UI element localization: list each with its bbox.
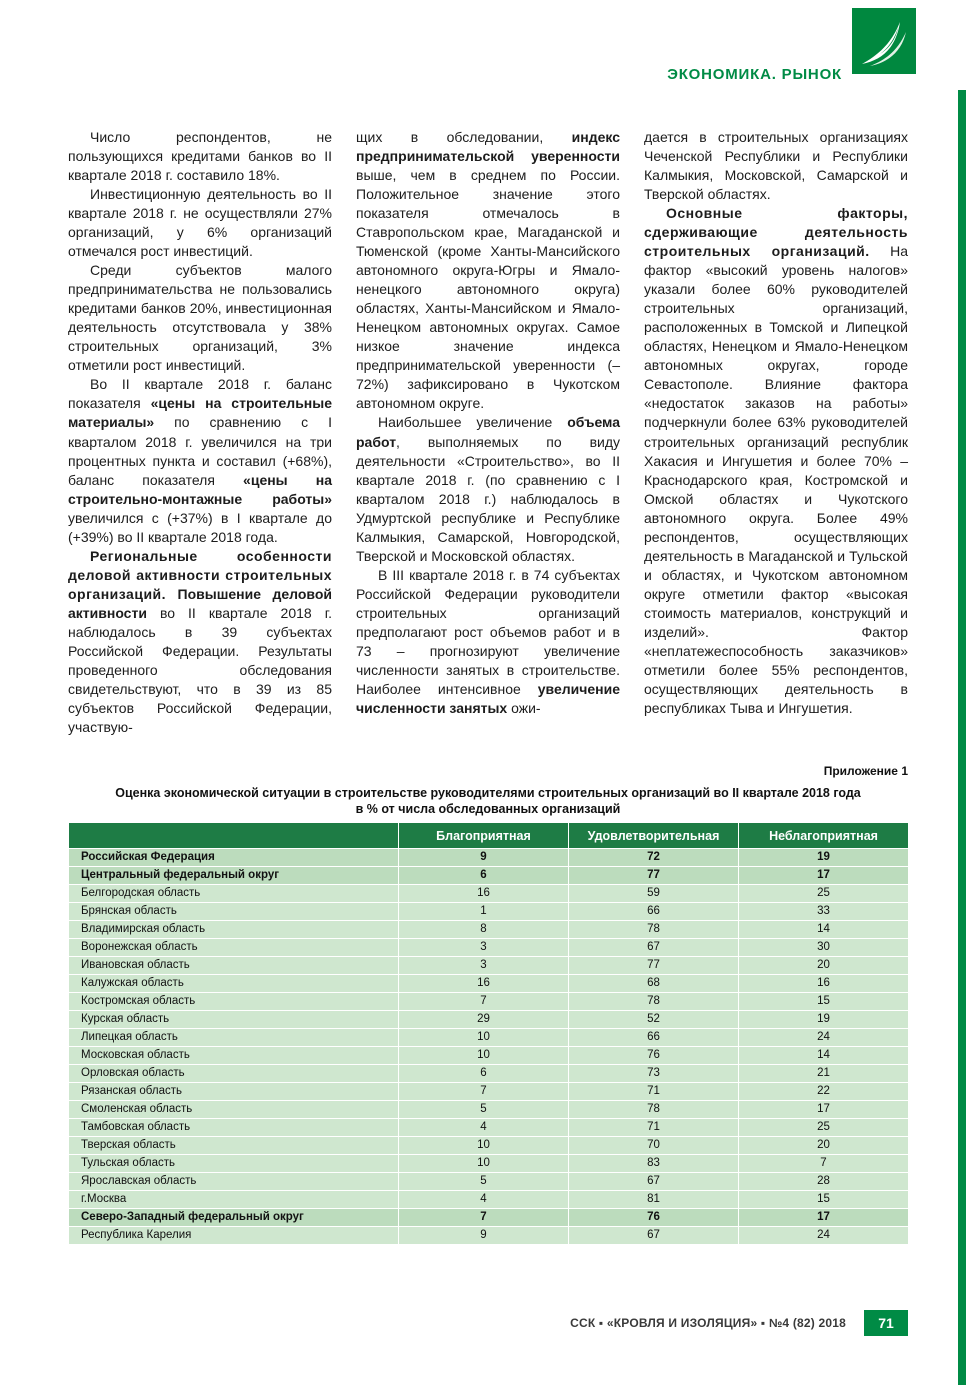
- bold-text-run: Региональные особенности деловой активности строительных организаций.: [68, 547, 332, 602]
- value-cell: 66: [569, 903, 739, 921]
- value-cell: 72: [569, 849, 739, 867]
- table-row: [69, 993, 909, 1011]
- text-run: выше, чем в среднем по России. Положительное значение этого показателя отмечалось в Ставропольском крае, Магаданской и Тюменской (кроме Ханты-Мансийского автономного округа-Югры и Ямало-ненецкого автономного округа) областях, Ханты-Мансийском и Ямало-Ненецком автономных округах. Самое низкое значение индекса предпринимательской уверенности (–72%) зафиксировано в Чукотском автономном округе.: [356, 167, 620, 412]
- table-title-line1: Оценка экономической ситуации в строительстве руководителями строительных организаций во II квартале 2018 года: [115, 786, 861, 800]
- region-name-cell: Владимирская область: [69, 921, 399, 939]
- table-row: [69, 867, 909, 885]
- article-column-1: [68, 128, 332, 737]
- table-row: [69, 975, 909, 993]
- table-row: [69, 849, 909, 867]
- value-cell: 8: [399, 921, 569, 939]
- value-cell: 59: [569, 885, 739, 903]
- paragraph: [68, 375, 332, 546]
- table-column-header: Неблагоприятная: [739, 823, 909, 849]
- region-table-body: [69, 849, 909, 1245]
- value-cell: 67: [569, 1173, 739, 1191]
- value-cell: 4: [399, 1119, 569, 1137]
- value-cell: 66: [569, 1029, 739, 1047]
- table-row: [69, 1137, 909, 1155]
- value-cell: 17: [739, 1101, 909, 1119]
- value-cell: 19: [739, 1011, 909, 1029]
- page-footer: [570, 1310, 908, 1336]
- value-cell: 5: [399, 1173, 569, 1191]
- section-heading: ЭКОНОМИКА. РЫНОК: [667, 66, 842, 83]
- value-cell: 3: [399, 939, 569, 957]
- paragraph: [68, 547, 332, 737]
- region-name-cell: Центральный федеральный округ: [69, 867, 399, 885]
- text-run: Наибольшее увеличение: [378, 414, 568, 431]
- table-row: [69, 921, 909, 939]
- table-row: [69, 1029, 909, 1047]
- value-cell: 52: [569, 1011, 739, 1029]
- value-cell: 6: [399, 867, 569, 885]
- table-row: [69, 1047, 909, 1065]
- value-cell: 71: [569, 1083, 739, 1101]
- table-column-header: Благоприятная: [399, 823, 569, 849]
- value-cell: 9: [399, 849, 569, 867]
- table-header: [69, 823, 909, 849]
- article-columns: [68, 128, 908, 737]
- region-name-cell: Московская область: [69, 1047, 399, 1065]
- value-cell: 15: [739, 993, 909, 1011]
- value-cell: 29: [399, 1011, 569, 1029]
- value-cell: 78: [569, 1101, 739, 1119]
- value-cell: 14: [739, 1047, 909, 1065]
- region-name-cell: Рязанская область: [69, 1083, 399, 1101]
- table-row: [69, 1155, 909, 1173]
- table-row: [69, 939, 909, 957]
- bold-text-run: Повышение деловой активности: [68, 585, 332, 621]
- paragraph: [356, 128, 620, 413]
- region-name-cell: Брянская область: [69, 903, 399, 921]
- value-cell: 28: [739, 1173, 909, 1191]
- table-row: [69, 1011, 909, 1029]
- region-name-cell: Липецкая область: [69, 1029, 399, 1047]
- value-cell: 3: [399, 957, 569, 975]
- region-assessment-table: [68, 822, 909, 1245]
- value-cell: 1: [399, 903, 569, 921]
- region-name-cell: Костромская область: [69, 993, 399, 1011]
- value-cell: 25: [739, 1119, 909, 1137]
- value-cell: 71: [569, 1119, 739, 1137]
- value-cell: 10: [399, 1029, 569, 1047]
- value-cell: 15: [739, 1191, 909, 1209]
- region-name-cell: Российская Федерация: [69, 849, 399, 867]
- value-cell: 67: [569, 939, 739, 957]
- publisher-logo: [852, 8, 916, 74]
- value-cell: 76: [569, 1209, 739, 1227]
- table-row: [69, 1227, 909, 1245]
- value-cell: 68: [569, 975, 739, 993]
- text-run: по сравнению с I кварталом 2018 г. увеличился на три процентных пункта и составил (+68%), баланс показателя: [68, 414, 332, 488]
- value-cell: 17: [739, 1209, 909, 1227]
- table-row: [69, 1209, 909, 1227]
- value-cell: 25: [739, 885, 909, 903]
- appendix-label: Приложение 1: [823, 764, 908, 778]
- text-run: увеличился с (+37%) в I квартале до (+39%) во II квартале 2018 года.: [68, 509, 332, 545]
- value-cell: 73: [569, 1065, 739, 1083]
- footer-imprint: ССК ▪ «КРОВЛЯ И ИЗОЛЯЦИЯ» ▪ №4 (82) 2018: [570, 1316, 846, 1330]
- table-row: [69, 1173, 909, 1191]
- region-name-cell: Республика Карелия: [69, 1227, 399, 1245]
- value-cell: 10: [399, 1047, 569, 1065]
- text-run: щих в обследовании,: [356, 129, 572, 145]
- green-leaf-logo-icon: [852, 8, 916, 74]
- value-cell: 22: [739, 1083, 909, 1101]
- table-row: [69, 885, 909, 903]
- bold-text-run: индекс предпринимательской уверенности: [356, 129, 620, 165]
- paragraph: [356, 566, 620, 718]
- value-cell: 5: [399, 1101, 569, 1119]
- value-cell: 81: [569, 1191, 739, 1209]
- value-cell: 20: [739, 957, 909, 975]
- value-cell: 24: [739, 1029, 909, 1047]
- text-run: дается в строительных организациях Чеченской Республики и Республики Калмыкия, Московской, Самарской и Тверской областях.: [644, 129, 908, 203]
- region-name-cell: Воронежская область: [69, 939, 399, 957]
- table-header-row: [69, 823, 909, 849]
- paragraph: [68, 128, 332, 185]
- paragraph: [356, 413, 620, 565]
- value-cell: 76: [569, 1047, 739, 1065]
- table-row: [69, 1191, 909, 1209]
- text-run: , выполняемых по виду деятельности «Строительство», во II квартале 2018 г. (по сравнению с I кварталом 2018 г.) наблюдалось в Удмуртской республике и Республике Калмыкия, Самарской, Новгородской, Тверской и Московской областях.: [356, 433, 620, 564]
- value-cell: 16: [399, 975, 569, 993]
- paragraph: [644, 128, 908, 204]
- region-name-cell: Тульская область: [69, 1155, 399, 1173]
- region-name-cell: Северо-Западный федеральный округ: [69, 1209, 399, 1227]
- value-cell: 77: [569, 957, 739, 975]
- table-row: [69, 1101, 909, 1119]
- value-cell: 83: [569, 1155, 739, 1173]
- article-column-3: [644, 128, 908, 737]
- table-row: [69, 957, 909, 975]
- value-cell: 33: [739, 903, 909, 921]
- text-run: На фактор «высокий уровень налогов» указали более 60% руководителей строительных организаций, расположенных в Томской и Липецкой областях, Ненецком и Ямало-Ненецком автономных округах, городе Севастополе. Влияние фактора «недостаток заказов на работы» подчеркнули более 63% руководителей строительных организаций республик Хакасия и Ингушетия и более 70% – Краснодарского края, Костромской и Омской областях и Чукотского автономного округа. Более 49% респондентов, осуществляющих деятельность в Магаданской и Тульской и областях, и Чукотском автономном округе отметили фактор «высокая стоимость материалов, конструкций и изделий». Фактор «неплатежеспособность заказчиков» отметили более 55% респондентов, осуществляющих деятельность в республиках Тыва и Ингушетия.: [644, 243, 908, 716]
- value-cell: 4: [399, 1191, 569, 1209]
- value-cell: 67: [569, 1227, 739, 1245]
- value-cell: 6: [399, 1065, 569, 1083]
- value-cell: 19: [739, 849, 909, 867]
- value-cell: 17: [739, 867, 909, 885]
- bold-text-run: объема работ: [356, 414, 620, 450]
- bold-text-run: увеличение численности занятых: [356, 680, 620, 716]
- region-name-cell: Ярославская область: [69, 1173, 399, 1191]
- value-cell: 9: [399, 1227, 569, 1245]
- value-cell: 20: [739, 1137, 909, 1155]
- region-name-cell: Калужская область: [69, 975, 399, 993]
- value-cell: 16: [399, 885, 569, 903]
- text-run: В III квартале 2018 г. в 74 субъектах Российской Федерации руководители строительных организаций предполагают рост объемов работ и в 73 – прогнозируют увеличение численности занятых в строительстве. Наиболее интенсивное: [356, 566, 620, 697]
- table-title: [68, 785, 908, 818]
- value-cell: 30: [739, 939, 909, 957]
- value-cell: 7: [739, 1155, 909, 1173]
- value-cell: 16: [739, 975, 909, 993]
- right-edge-accent-bar: [958, 90, 966, 1385]
- table-row: [69, 903, 909, 921]
- region-name-cell: Курская область: [69, 1011, 399, 1029]
- text-run: Число респондентов, не пользующихся кредитами банков во II квартале 2018 г. составило 18%.: [68, 129, 332, 184]
- value-cell: 10: [399, 1137, 569, 1155]
- value-cell: 14: [739, 921, 909, 939]
- value-cell: 7: [399, 993, 569, 1011]
- region-name-cell: Тамбовская область: [69, 1119, 399, 1137]
- region-name-cell: Смоленская область: [69, 1101, 399, 1119]
- text-run: Среди субъектов малого предпринимательства не пользовались кредитами банков 20%, инвестиционная деятельность отсутствовала у 38% строительных организаций, 3% отметили рост инвестиций.: [68, 262, 332, 374]
- text-run: Во II квартале 2018 г. баланс показателя: [68, 376, 332, 412]
- region-name-cell: г.Москва: [69, 1191, 399, 1209]
- value-cell: 24: [739, 1227, 909, 1245]
- table-row: [69, 1065, 909, 1083]
- table-title-line2: в % от числа обследованных организаций: [355, 802, 621, 817]
- region-column-header-blank: [69, 823, 399, 849]
- text-run: Инвестиционную деятельность во II квартале 2018 г. не осуществляли 27% организаций, у 6% организаций отмечался рост инвестиций.: [68, 186, 332, 260]
- paragraph: [644, 204, 908, 718]
- paragraph: [68, 185, 332, 261]
- region-name-cell: Белгородская область: [69, 885, 399, 903]
- text-run: во II квартале 2018 г. наблюдалось в 39 субъектах Российской Федерации. Результаты проведенного обследования свидетельствуют, что в 39 из 85 субъектов Российской Федерации, участвую-: [68, 604, 332, 735]
- bold-text-run: Основные факторы, сдерживающие деятельность строительных организаций.: [644, 205, 908, 260]
- table-column-header: Удовлетворительная: [569, 823, 739, 849]
- value-cell: 78: [569, 921, 739, 939]
- value-cell: 7: [399, 1083, 569, 1101]
- region-name-cell: Тверская область: [69, 1137, 399, 1155]
- value-cell: 10: [399, 1155, 569, 1173]
- article-column-2: [356, 128, 620, 737]
- value-cell: 21: [739, 1065, 909, 1083]
- page-number-badge: 71: [864, 1310, 908, 1336]
- bold-text-run: «цены на строительные материалы»: [68, 395, 332, 431]
- value-cell: 77: [569, 867, 739, 885]
- value-cell: 78: [569, 993, 739, 1011]
- region-name-cell: Ивановская область: [69, 957, 399, 975]
- value-cell: 70: [569, 1137, 739, 1155]
- text-run: ожи-: [507, 699, 541, 716]
- table-row: [69, 1119, 909, 1137]
- region-name-cell: Орловская область: [69, 1065, 399, 1083]
- bold-text-run: «цены на строительно-монтажные работы»: [68, 471, 332, 507]
- value-cell: 7: [399, 1209, 569, 1227]
- table-row: [69, 1083, 909, 1101]
- paragraph: [68, 261, 332, 375]
